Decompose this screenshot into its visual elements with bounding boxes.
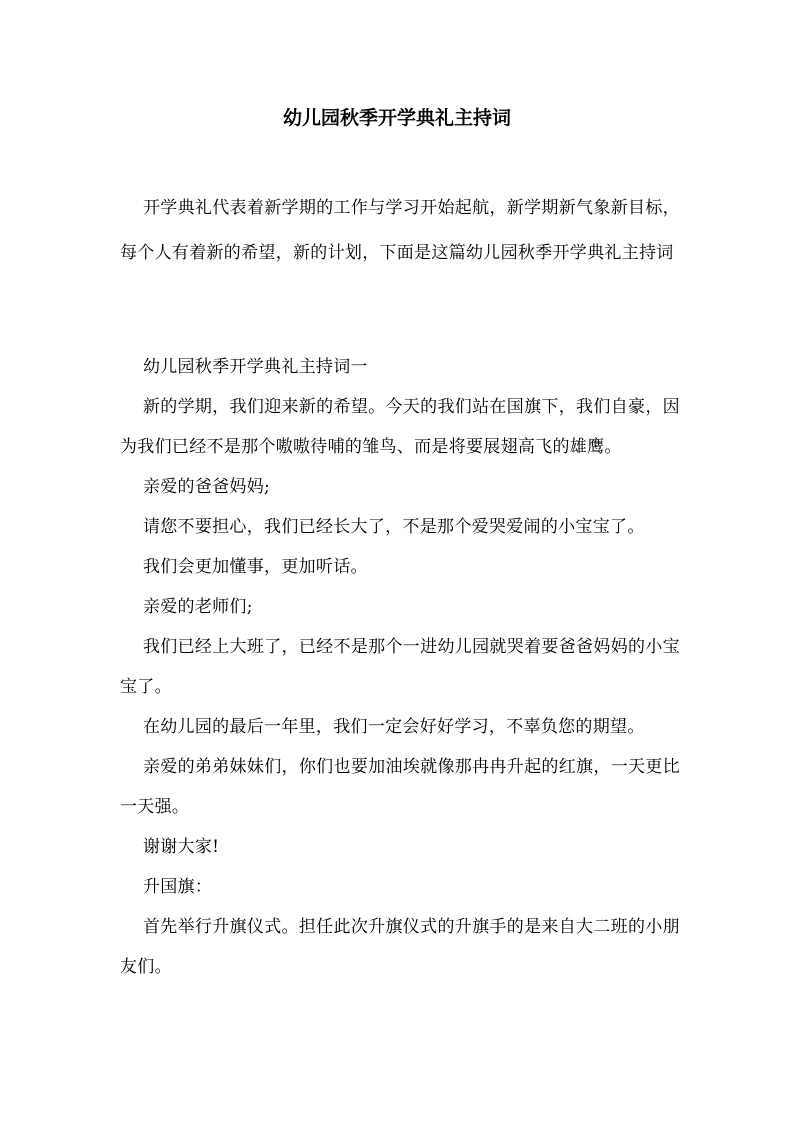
- body-paragraph: 首先举行升旗仪式。担任此次升旗仪式的升旗手的是来自大二班的小朋友们。: [120, 917, 680, 977]
- body-paragraph: 谢谢大家!: [142, 837, 220, 857]
- body-paragraph: 请您不要担心，我们已经长大了，不是那个爱哭爱闹的小宝宝了。: [142, 517, 645, 537]
- section-heading: 幼儿园秋季开学典礼主持词一: [142, 357, 368, 377]
- content-section: [120, 347, 680, 987]
- body-paragraph: 升国旗：: [142, 877, 213, 897]
- body-paragraph: 亲爱的爸爸妈妈;: [142, 477, 271, 497]
- body-paragraph: 我们已经上大班了，已经不是那个一进幼儿园就哭着要爸爸妈妈的小宝宝了。: [120, 637, 680, 697]
- body-paragraph: 我们会更加懂事，更加听话。: [142, 557, 368, 577]
- document-title: 幼儿园秋季开学典礼主持词: [282, 107, 511, 129]
- intro-section: [120, 186, 680, 276]
- body-paragraph: 新的学期，我们迎来新的希望。今天的我们站在国旗下，我们自豪，因为我们已经不是那个嗷嗷待哺的雏鸟、而是将要展翅高飞的雄鹰。: [120, 397, 680, 457]
- body-paragraph: 亲爱的老师们;: [142, 597, 253, 617]
- body-paragraph: 亲爱的弟弟妹妹们，你们也要加油埃就像那冉冉升起的红旗，一天更比一天强。: [120, 757, 680, 817]
- body-paragraph: 在幼儿园的最后一年里，我们一定会好好学习，不辜负您的期望。: [142, 717, 645, 737]
- intro-paragraph: 开学典礼代表着新学期的工作与学习开始起航，新学期新气象新目标，每个人有着新的希望，新的计划，下面是这篇幼儿园秋季开学典礼主持词: [120, 198, 680, 263]
